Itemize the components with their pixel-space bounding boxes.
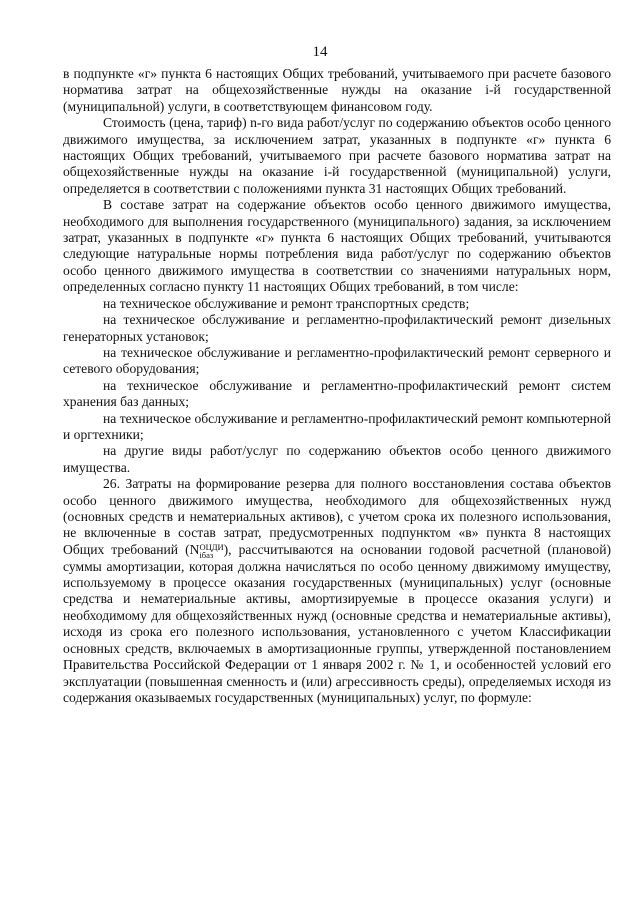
list-item: на техническое обслуживание и регламентно-профилактический ремонт дизельных генераторных установок; xyxy=(63,312,611,344)
list-item: на техническое обслуживание и ремонт транспортных средств; xyxy=(103,295,470,311)
paragraph: в подпункте «г» пункта 6 настоящих Общих требований, учитываемого при расчете базового норматива затрат на общехозяйственные нужды на оказание i-й государственной (муниципальной) услуги, в соответствующем финансовом году. xyxy=(63,66,611,114)
paragraph-26-text-start: 26. Затраты на формирование резерва для полного восстановления состава объектов особо ценного движимого имущества, необходимого для общехозяйственных нужд (основных средств и нематериальных активов), с учетом срока их полезного использования, не включенные в состав затрат, предусмотренных подпунктом «в» пункта 8 настоящих Общих требований (N xyxy=(63,476,611,557)
list-item: на техническое обслуживание и регламентно-профилактический ремонт компьютерной и оргтехники; xyxy=(63,410,611,442)
list-item: на техническое обслуживание и регламентно-профилактический ремонт серверного и сетевого оборудования; xyxy=(63,344,611,377)
formula-superscript: ОЦДИ xyxy=(199,541,224,552)
document-body xyxy=(63,66,611,706)
page-number: 14 xyxy=(312,44,328,60)
paragraph: В составе затрат на содержание объектов особо ценного движимого имущества, необходимого для выполнения государственного (муниципального) задания, за исключением затрат, указанных в подпункте «г» пункта 6 настоящих Общих требований, учитываются следующие натуральные нормы потребления вида работ/услуг по содержанию объектов особо ценного движимого имущества в соответствии со значениями натуральных норм, определенных согласно пункту 11 настоящих Общих требований, в том числе: xyxy=(63,197,611,295)
list-item: на другие виды работ/услуг по содержанию объектов особо ценного движимого имущества. xyxy=(63,443,611,475)
formula-symbol-indices xyxy=(199,543,223,559)
paragraph-26 xyxy=(63,476,611,706)
paragraph: Стоимость (цена, тариф) n-го вида работ/услуг по содержанию объектов особо ценного движимого имущества, за исключением затрат, указанных в подпункте «г» пункта 6 настоящих Общих требований, учитываемого при расчете базового норматива затрат на общехозяйственные нужды на оказание i-й государственной (муниципальной) услуги, определяется в соответствии с положениями пункта 31 настоящих Общих требований. xyxy=(63,115,611,196)
formula-subscript: iбаз xyxy=(199,549,214,560)
list-item: на техническое обслуживание и регламентно-профилактический ремонт систем хранения баз данных; xyxy=(63,377,611,410)
paragraph-26-text-end: ), рассчитываются на основании годовой расчетной (плановой) суммы амортизации, которая должна начисляться по особо ценному движимому имуществу, используемому в процессе оказания государственных (муниципальных) услуг (основные средства и нематериальные активы, амортизируемые в процессе оказания услуги) и необходимому для общехозяйственных нужд (основные средства и нематериальные активы), исходя из срока его полезного использования, установленного с учетом Классификации основных средств, включаемых в амортизационные группы, утвержденной постановлением Правительства Российской Федерации от 1 января 2002 г. № 1, и особенностей условий его эксплуатации (повышенная сменность и (или) агрессивность среды), определяемых исходя из содержания оказываемых государственных (муниципальных) услуг, по формуле: xyxy=(63,541,611,705)
